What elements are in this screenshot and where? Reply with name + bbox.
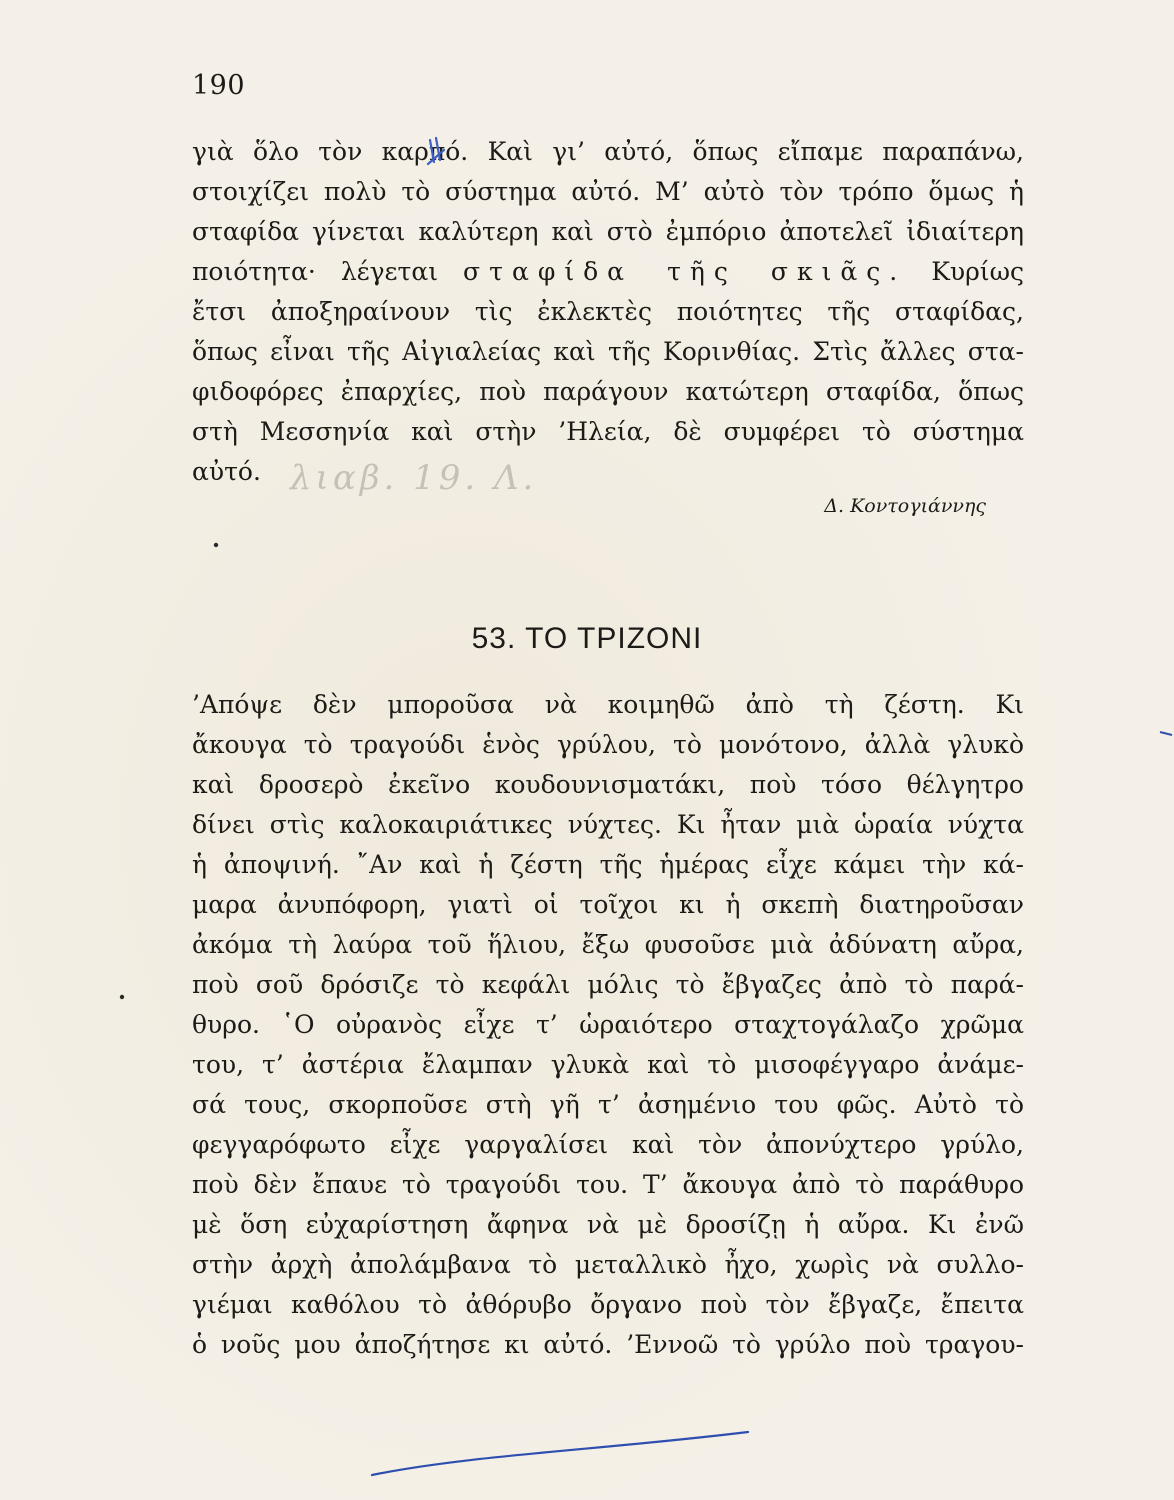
- paragraph-1: [192, 132, 1024, 492]
- margin-blue-tick: [1160, 732, 1172, 735]
- text-line: σταφίδα γίνεται καλύτερη καὶ στὸ ἐμπόριο ἀποτελεῖ ἰδιαίτερη: [192, 217, 1024, 246]
- text-line: γιέμαι καθόλου τὸ ἀθόρυβο ὄργανο ποὺ τὸν ἔβγαζε, ἔπειτα: [192, 1290, 1024, 1319]
- text-line: ’Απόψε δὲν μποροῦσα νὰ κοιμηθῶ ἀπὸ τὴ ζέστη. Κι: [192, 690, 1024, 719]
- text-line: ποὺ δὲν ἔπαυε τὸ τραγούδι του. Τ’ ἄκουγα ἀπὸ τὸ παράθυρο: [192, 1170, 1024, 1199]
- text-line: μαρα ἀνυπόφορη, γιατὶ οἱ τοῖχοι κι ἡ σκεπὴ διατηροῦσαν: [192, 890, 1024, 919]
- text-line: του, τ’ ἀστέρια ἔλαμπαν γλυκὰ καὶ τὸ μισοφέγγαρο ἀνάμε-: [192, 1050, 1024, 1079]
- blue-pen-underline-mark: [372, 1432, 748, 1475]
- margin-dot: [214, 543, 218, 547]
- text-line: φιδοφόρες ἐπαρχίες, ποὺ παράγουν κατώτερη σταφίδα, ὅπως: [192, 377, 1024, 406]
- page-number: 190: [192, 70, 246, 101]
- text-line: ὅπως εἶναι τῆς Αἰγιαλείας καὶ τῆς Κορινθίας. Στὶς ἄλλες στα-: [192, 337, 1024, 366]
- text-line-spaced: [192, 252, 1024, 292]
- text-line: γιὰ ὅλο τὸν καρπό. Καὶ γι’ αὐτό, ὅπως εἴπαμε παραπάνω,: [192, 137, 1024, 166]
- text-line: καὶ δροσερὸ ἐκεῖνο κουδουνισματάκι, ποὺ τόσο θέλγητρο: [192, 770, 1024, 799]
- text-line: ἄκουγα τὸ τραγούδι ἑνὸς γρύλου, τὸ μονότονο, ἀλλὰ γλυκὸ: [192, 730, 1024, 759]
- author-signature: Δ. Κοντογιάννης: [824, 495, 986, 517]
- text-line: σά τους, σκορποῦσε στὴ γῆ τ’ ἀσημένιο του φῶς. Αὐτὸ τὸ: [192, 1090, 1024, 1119]
- paragraph-2: [192, 685, 1024, 1365]
- text-line: ἡ ἀποψινή. ῎Αν καὶ ἡ ζέστη τῆς ἡμέρας εἶχε κάμει τὴν κά-: [192, 850, 1024, 879]
- text-line: στὴν ἀρχὴ ἀπολάμβανα τὸ μεταλλικὸ ἦχο, χωρὶς νὰ συλλο-: [192, 1250, 1024, 1279]
- text-line: ἔτσι ἀποξηραίνουν τὶς ἐκλεκτὲς ποιότητες τῆς σταφίδας,: [192, 297, 1024, 326]
- text-fragment: ποιότητα· λέγεται: [192, 257, 439, 286]
- text-line: ὁ νοῦς μου ἀποζήτησε κι αὐτό. ’Εννοῶ τὸ γρύλο ποὺ τραγου-: [192, 1330, 1024, 1359]
- text-line: αὐτό.: [192, 457, 261, 486]
- text-line: ἀκόμα τὴ λαύρα τοῦ ἥλιου, ἔξω φυσοῦσε μιὰ ἀδύνατη αὔρα,: [192, 930, 1024, 959]
- text-line: μὲ ὅση εὐχαρίστηση ἄφηνα νὰ μὲ δροσίζῃ ἡ αὔρα. Κι ἐνῶ: [192, 1210, 1024, 1239]
- section-heading: 53. ΤΟ ΤΡΙΖΟΝΙ: [471, 622, 703, 655]
- text-line: στὴ Μεσσηνία καὶ στὴν ’Ηλεία, δὲ συμφέρει τὸ σύστημα: [192, 417, 1024, 446]
- margin-dot: [120, 995, 124, 999]
- text-line: στοιχίζει πολὺ τὸ σύστημα αὐτό. Μ’ αὐτὸ τὸν τρόπο ὅμως ἡ: [192, 177, 1024, 206]
- text-line: δίνει στὶς καλοκαιριάτικες νύχτες. Κι ἦταν μιὰ ὡραία νύχτα: [192, 810, 1024, 839]
- text-line: φεγγαρόφωτο εἶχε γαργαλίσει καὶ τὸν ἀπονύχτερο γρύλο,: [192, 1130, 1024, 1159]
- spaced-emphasis: σταφίδα τῆς σκιᾶς.: [463, 257, 907, 286]
- text-line: θυρο. ῾Ο οὐρανὸς εἶχε τ’ ὡραιότερο σταχτογάλαζο χρῶμα: [192, 1010, 1024, 1039]
- text-line: ποὺ σοῦ δρόσιζε τὸ κεφάλι μόλις τὸ ἔβγαζες ἀπὸ τὸ παρά-: [192, 970, 1024, 999]
- text-fragment: Κυρίως: [931, 257, 1024, 286]
- pencil-annotation: λιαβ. 19. Λ.: [290, 458, 538, 498]
